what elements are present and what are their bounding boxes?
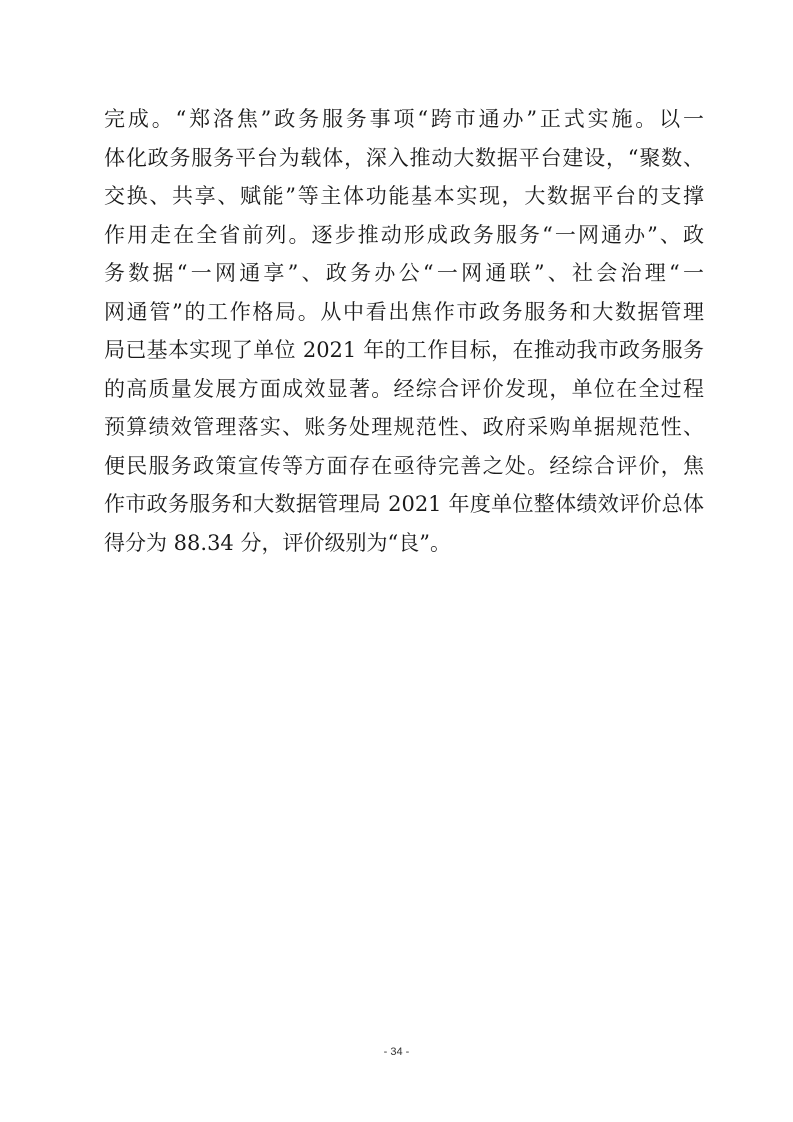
page-number: - 34 - — [383, 1046, 410, 1058]
paragraph-line: 局已基本实现了单位 2021 年的工作目标，在推动我市政务服务 — [104, 338, 704, 362]
paragraph-line: 得分为 88.34 分，评价级别为“良”。 — [104, 530, 451, 555]
body-paragraph — [104, 100, 704, 562]
paragraph-line: 交换、共享、赋能”等主体功能基本实现，大数据平台的支撑 — [104, 184, 704, 208]
paragraph-line: 便民服务政策宣传等方面存在亟待完善之处。经综合评价，焦 — [104, 453, 704, 478]
paragraph-line: 务数据“一网通享”、政务办公“一网通联”、社会治理“一 — [104, 261, 704, 285]
paragraph-line: 预算绩效管理落实、账务处理规范性、政府采购单据规范性、 — [104, 415, 704, 439]
paragraph-line: 作市政务服务和大数据管理局 2021 年度单位整体绩效评价总体 — [104, 492, 704, 516]
paragraph-line: 作用走在全省前列。逐步推动形成政务服务“一网通办”、政 — [104, 222, 704, 247]
paragraph-line: 完成。“郑洛焦”政务服务事项“跨市通办”正式实施。以一 — [104, 107, 704, 131]
paragraph-line: 网通管”的工作格局。从中看出焦作市政务服务和大数据管理 — [104, 299, 704, 324]
paragraph-line: 体化政务服务平台为载体，深入推动大数据平台建设，“聚数、 — [104, 145, 704, 170]
paragraph-line: 的高质量发展方面成效显著。经综合评价发现，单位在全过程 — [104, 376, 704, 401]
